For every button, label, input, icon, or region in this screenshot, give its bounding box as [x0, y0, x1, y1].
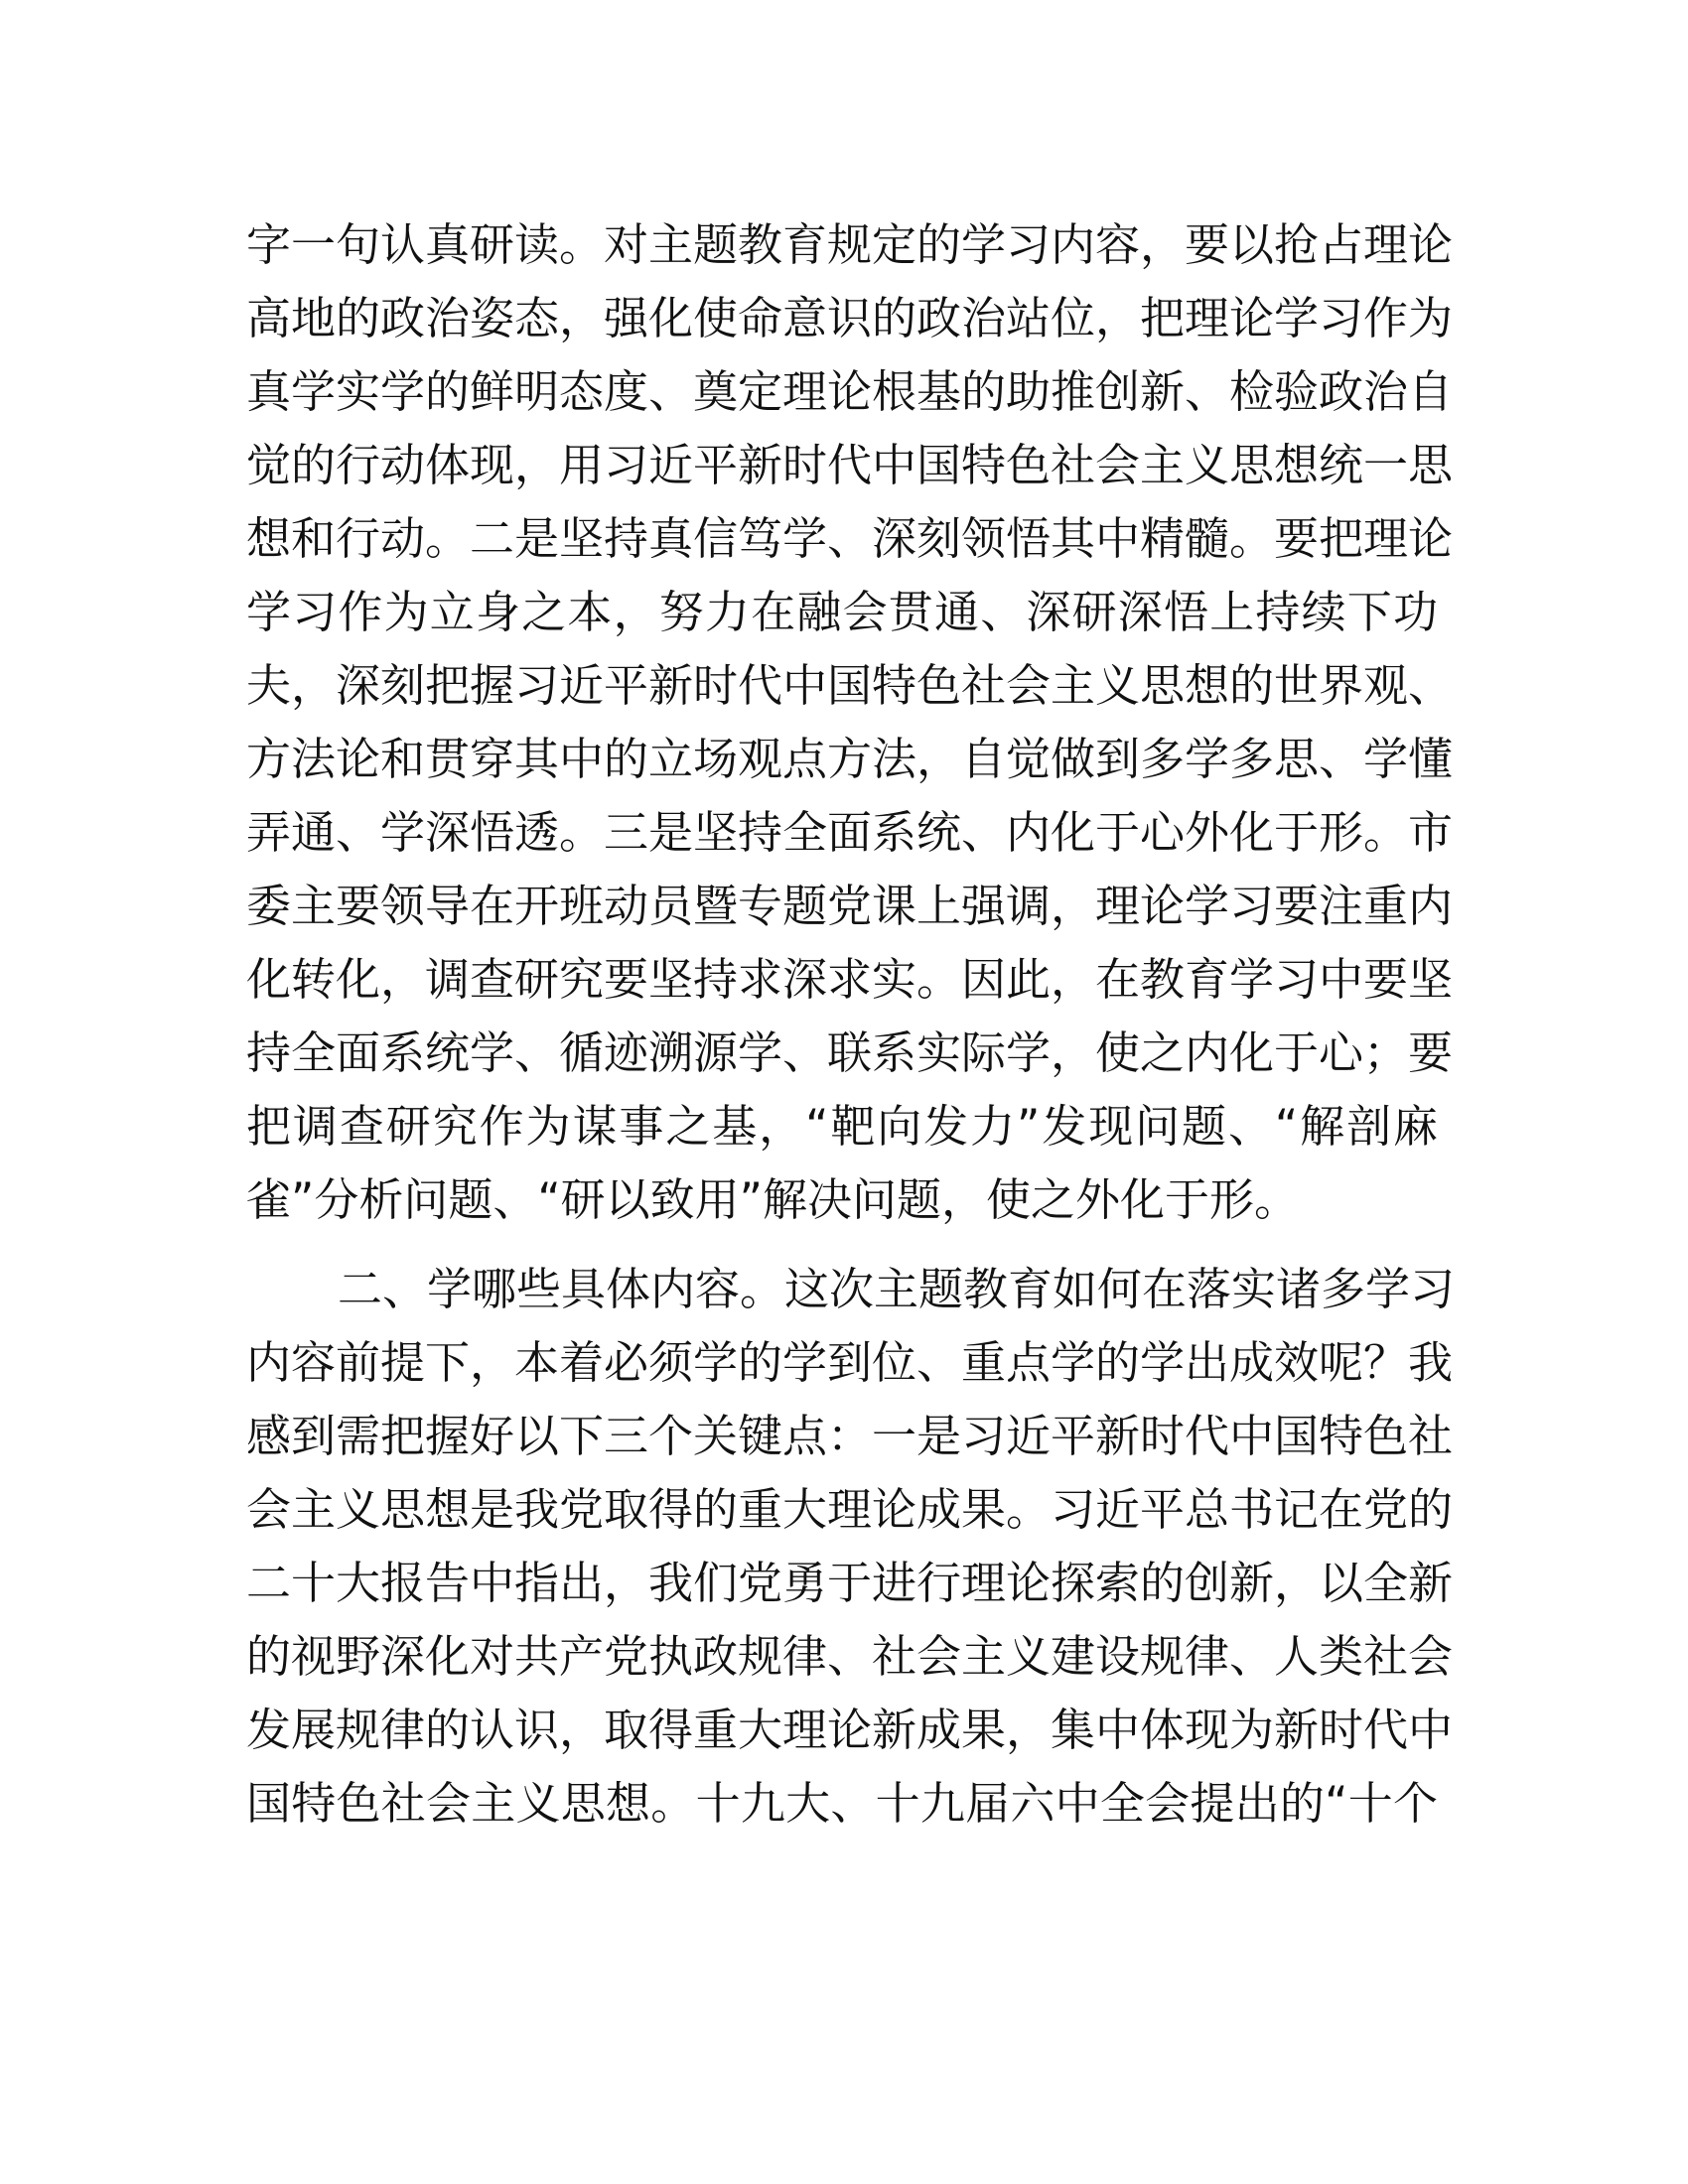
text-line: 委主要领导在开班动员暨专题党课上强调，理论学习要注重内	[246, 880, 1454, 932]
paragraph-1	[246, 208, 1454, 1237]
text-line: 学习作为立身之本，努力在融会贯通、深研深悟上持续下功	[246, 586, 1438, 638]
text-line: 二十大报告中指出，我们党勇于进行理论探索的创新，以全新	[246, 1557, 1454, 1609]
text-line: 把调查研究作为谋事之基，“靶向发力”发现问题、“解剖麻	[246, 1100, 1438, 1153]
paragraph-2	[246, 1253, 1456, 1841]
text-line: 发展规律的认识，取得重大理论新成果，集中体现为新时代中	[246, 1704, 1454, 1756]
text-line: 化转化，调查研究要坚持求深求实。因此，在教育学习中要坚	[246, 953, 1454, 1006]
text-line: 内容前提下，本着必须学的学到位、重点学的学出成效呢？我	[246, 1336, 1454, 1389]
text-line: 会主义思想是我党取得的重大理论成果。习近平总书记在党的	[246, 1483, 1454, 1536]
paragraph-gap	[246, 1237, 1438, 1253]
text-line: 想和行动。二是坚持真信笃学、深刻领悟其中精髓。要把理论	[246, 512, 1454, 565]
body-text	[246, 208, 1456, 1841]
text-line: 的视野深化对共产党执政规律、社会主义建设规律、人类社会	[246, 1630, 1454, 1683]
text-line: 觉的行动体现，用习近平新时代中国特色社会主义思想统一思	[246, 439, 1454, 491]
text-line: 国特色社会主义思想。十九大、十九届六中全会提出的“十个	[246, 1777, 1438, 1830]
text-line: 字一句认真研读。对主题教育规定的学习内容，要以抢占理论	[246, 218, 1454, 271]
text-line: 弄通、学深悟透。三是坚持全面系统、内化于心外化于形。市	[246, 806, 1454, 859]
text-line: 持全面系统学、循迹溯源学、联系实际学，使之内化于心；要	[246, 1026, 1454, 1079]
text-line: 感到需把握好以下三个关键点：一是习近平新时代中国特色社	[246, 1410, 1454, 1462]
text-line: 夫，深刻把握习近平新时代中国特色社会主义思想的世界观、	[246, 659, 1454, 712]
text-line: 真学实学的鲜明态度、奠定理论根基的助推创新、检验政治自	[246, 365, 1454, 418]
text-line: 高地的政治姿态，强化使命意识的政治站位，把理论学习作为	[246, 292, 1454, 344]
text-line: 方法论和贯穿其中的立场观点方法，自觉做到多学多思、学懂	[246, 733, 1454, 785]
text-line: 雀”分析问题、“研以致用”解决问题，使之外化于形。	[246, 1173, 1299, 1226]
text-line: 二、学哪些具体内容。这次主题教育如何在落实诸多学习	[338, 1263, 1456, 1315]
